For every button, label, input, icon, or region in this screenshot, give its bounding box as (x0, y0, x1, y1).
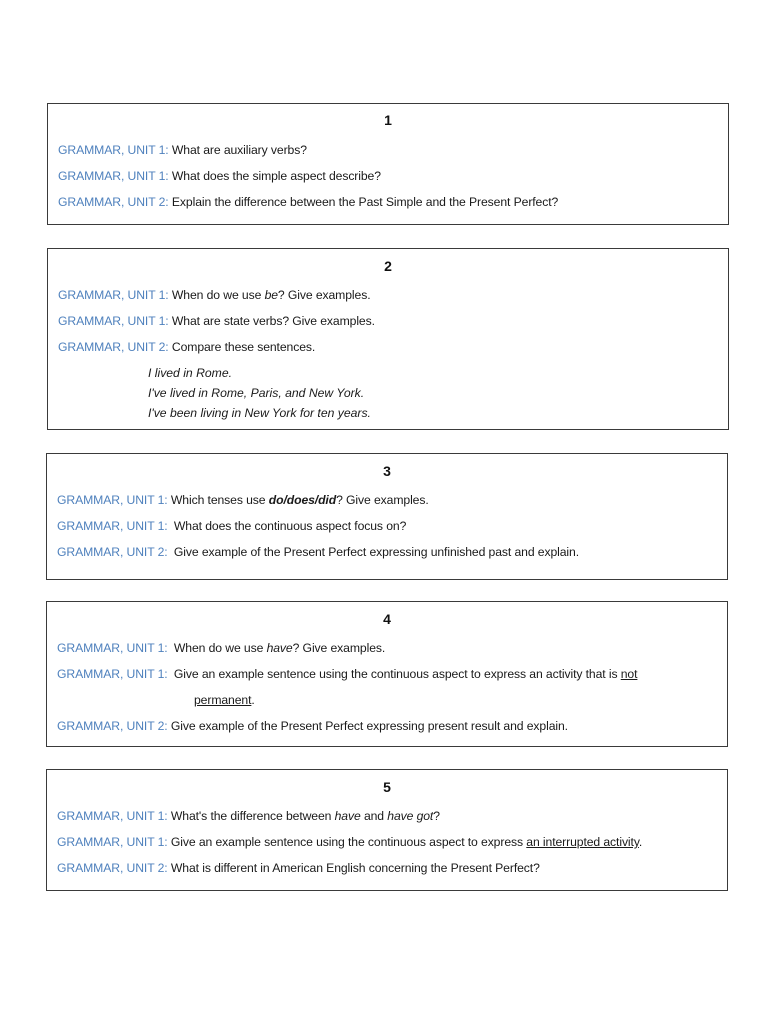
question-card-3 (46, 453, 728, 580)
question-text-pre: What's the difference between (170, 809, 335, 823)
unit-label: GRAMMAR, UNIT 2: (57, 861, 168, 875)
question-text: What are auxiliary verbs? (171, 143, 307, 157)
example-sentence: I've lived in Rome, Paris, and New York. (148, 386, 365, 400)
example-sentence: I've been living in New York for ten years. (148, 406, 371, 420)
question-text (174, 545, 579, 559)
emphasis-word: have got (387, 809, 434, 823)
question-line (58, 195, 558, 209)
unit-label: GRAMMAR, UNIT 1: (57, 493, 168, 507)
question-text-post: ? Give examples. (336, 493, 429, 507)
question-line (58, 314, 375, 328)
question-text-post: . (251, 693, 255, 707)
unit-label: GRAMMAR, UNIT 2: (57, 545, 168, 559)
question-line (58, 169, 381, 183)
question-text (171, 493, 429, 507)
question-text-pre: Which tenses use (170, 493, 269, 507)
question-text: What is different in American English concerning the Present Perfect? (170, 861, 540, 875)
question-text-post: . (638, 835, 643, 849)
unit-label: GRAMMAR, UNIT 1: (58, 169, 169, 183)
unit-label: GRAMMAR, UNIT 1: (57, 667, 168, 681)
unit-label: GRAMMAR, UNIT 2: (58, 340, 169, 354)
question-line (57, 835, 642, 849)
unit-label: GRAMMAR, UNIT 1: (57, 519, 168, 533)
question-line (57, 667, 637, 681)
question-text-post: ? Give examples. (277, 288, 371, 302)
question-line (57, 493, 429, 507)
underlined-phrase: an interrupted activity (526, 835, 639, 849)
question-text-pre: Give an example sentence using the continuous aspect to express an activity that is (173, 667, 621, 681)
emphasis-word: do/does/did (268, 493, 337, 507)
question-text (171, 809, 440, 823)
question-card-5 (46, 769, 728, 891)
example-sentence: I lived in Rome. (148, 366, 232, 380)
question-line (57, 861, 540, 875)
question-text: What does the continuous aspect focus on? (173, 519, 407, 533)
question-card-2 (47, 248, 729, 430)
question-text: What does the simple aspect describe? (171, 169, 381, 183)
question-line (57, 809, 440, 823)
question-text-post: ? Give examples. (292, 641, 386, 655)
card-number: 3 (383, 463, 391, 479)
unit-label: GRAMMAR, UNIT 2: (57, 719, 168, 733)
unit-label: GRAMMAR, UNIT 1: (58, 143, 169, 157)
question-text (171, 719, 568, 733)
question-line (57, 519, 406, 533)
card-number: 2 (384, 258, 392, 274)
underlined-word: not (620, 667, 638, 681)
question-line (57, 641, 385, 655)
question-text-pre: Give an example sentence using the continuous aspect to express (170, 835, 527, 849)
question-text (174, 667, 638, 681)
emphasis-word: have (334, 809, 361, 823)
unit-label: GRAMMAR, UNIT 1: (57, 809, 168, 823)
question-text-mid: and (360, 809, 388, 823)
question-text (172, 288, 371, 302)
unit-label: GRAMMAR, UNIT 1: (58, 288, 169, 302)
question-text-pre: When do we use (173, 641, 267, 655)
question-text: What are state verbs? Give examples. (171, 314, 375, 328)
question-text: Explain the difference between the Past Simple and the Present Perfect? (171, 195, 559, 209)
question-line (57, 719, 568, 733)
question-line (58, 288, 370, 302)
question-line (58, 143, 307, 157)
unit-label: GRAMMAR, UNIT 1: (58, 314, 169, 328)
question-text: Compare these sentences. (171, 340, 316, 354)
unit-label: GRAMMAR, UNIT 1: (57, 835, 168, 849)
question-text (174, 641, 385, 655)
question-line (57, 545, 579, 559)
question-text-pre: When do we use (171, 288, 265, 302)
card-number: 5 (383, 779, 391, 795)
highlight-phrase: present result (427, 719, 501, 733)
question-text-post: ? (433, 809, 440, 823)
question-text-post: and explain. (511, 545, 580, 559)
card-number: 1 (384, 112, 392, 128)
question-line (58, 340, 315, 354)
card-number: 4 (383, 611, 391, 627)
question-card-4 (46, 601, 728, 747)
unit-label: GRAMMAR, UNIT 2: (58, 195, 169, 209)
underlined-word: permanent (194, 693, 252, 707)
question-text-pre: Give example of the Present Perfect expressing (173, 545, 431, 559)
question-text-pre: Give example of the Present Perfect expressing (170, 719, 428, 733)
emphasis-word: have (266, 641, 293, 655)
unit-label: GRAMMAR, UNIT 1: (57, 641, 168, 655)
question-card-1 (47, 103, 729, 225)
question-text-post: and explain. (500, 719, 568, 733)
question-text (171, 835, 642, 849)
highlight-phrase: unfinished past (430, 545, 512, 559)
question-line-continued (194, 693, 255, 707)
emphasis-word: be (264, 288, 278, 302)
